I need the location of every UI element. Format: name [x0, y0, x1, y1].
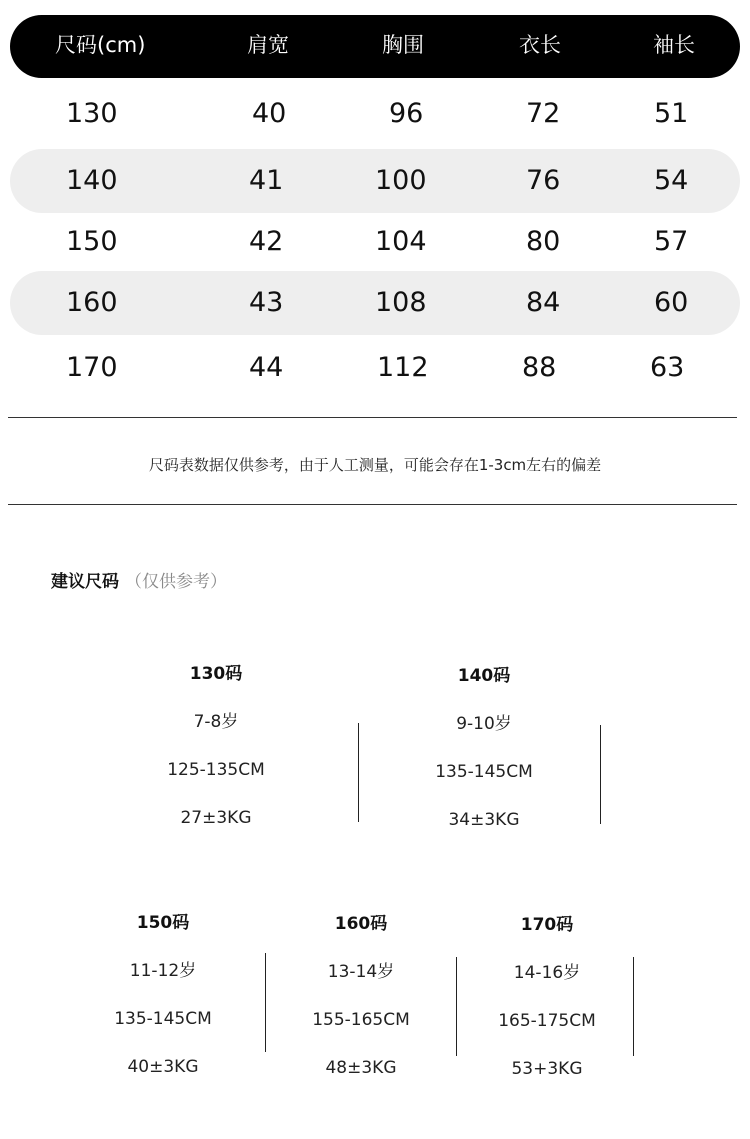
table-header [10, 15, 740, 78]
size-name: 140码 [457, 666, 511, 686]
cell-size: 140 [66, 165, 118, 196]
measurement-note: 尺码表数据仅供参考，由于人工测量，可能会存在1-3cm左右的偏差 [148, 456, 602, 474]
size-age: 11-12岁 [129, 961, 197, 981]
separator-line [456, 957, 457, 1056]
size-card-150 [77, 912, 249, 1092]
size-name: 130码 [189, 664, 243, 684]
cell-shoulder: 43 [249, 287, 284, 318]
cell-length: 88 [522, 352, 557, 383]
recommend-heading [51, 571, 227, 593]
cell-size: 130 [66, 98, 118, 129]
size-weight: 53+3KG [511, 1059, 583, 1079]
cell-length: 72 [526, 98, 561, 129]
size-card-140 [398, 665, 570, 845]
cell-shoulder: 40 [252, 98, 287, 129]
size-height: 135-145CM [435, 762, 533, 782]
header-size: 尺码(cm) [55, 33, 146, 57]
size-card-160 [275, 913, 447, 1093]
separator-line [633, 957, 634, 1056]
size-name: 150码 [136, 913, 190, 933]
header-length: 衣长 [519, 33, 561, 57]
size-name: 160码 [334, 914, 388, 934]
cell-length: 84 [526, 287, 561, 318]
cell-size: 150 [66, 226, 118, 257]
cell-sleeve: 54 [654, 165, 689, 196]
size-card-170 [461, 914, 633, 1094]
cell-chest: 96 [389, 98, 424, 129]
cell-chest: 108 [375, 287, 427, 318]
separator-line [358, 723, 359, 822]
cell-length: 80 [526, 226, 561, 257]
size-height: 165-175CM [498, 1011, 596, 1031]
divider [8, 504, 737, 505]
cell-chest: 100 [375, 165, 427, 196]
size-age: 7-8岁 [193, 712, 239, 732]
cell-shoulder: 42 [249, 226, 284, 257]
cell-chest: 104 [375, 226, 427, 257]
cell-chest: 112 [377, 352, 429, 383]
size-height: 125-135CM [167, 760, 265, 780]
cell-length: 76 [526, 165, 561, 196]
size-age: 13-14岁 [327, 962, 395, 982]
size-weight: 40±3KG [127, 1057, 199, 1077]
header-shoulder: 肩宽 [247, 33, 289, 57]
size-weight: 27±3KG [180, 808, 252, 828]
separator-line [600, 725, 601, 824]
recommend-subtitle: （仅供参考） [125, 572, 227, 592]
size-age: 9-10岁 [456, 714, 512, 734]
cell-sleeve: 60 [654, 287, 689, 318]
size-weight: 34±3KG [448, 810, 520, 830]
size-name: 170码 [520, 915, 574, 935]
cell-sleeve: 63 [650, 352, 685, 383]
header-chest: 胸围 [382, 33, 424, 57]
size-weight: 48±3KG [325, 1058, 397, 1078]
size-height: 155-165CM [312, 1010, 410, 1030]
size-height: 135-145CM [114, 1009, 212, 1029]
cell-size: 160 [66, 287, 118, 318]
cell-sleeve: 51 [654, 98, 689, 129]
cell-size: 170 [66, 352, 118, 383]
cell-shoulder: 41 [249, 165, 284, 196]
header-sleeve: 袖长 [653, 33, 695, 57]
cell-sleeve: 57 [654, 226, 689, 257]
divider [8, 417, 737, 418]
cell-shoulder: 44 [249, 352, 284, 383]
size-card-130 [130, 663, 302, 843]
size-age: 14-16岁 [513, 963, 581, 983]
recommend-title: 建议尺码 [51, 572, 119, 592]
separator-line [265, 953, 266, 1052]
